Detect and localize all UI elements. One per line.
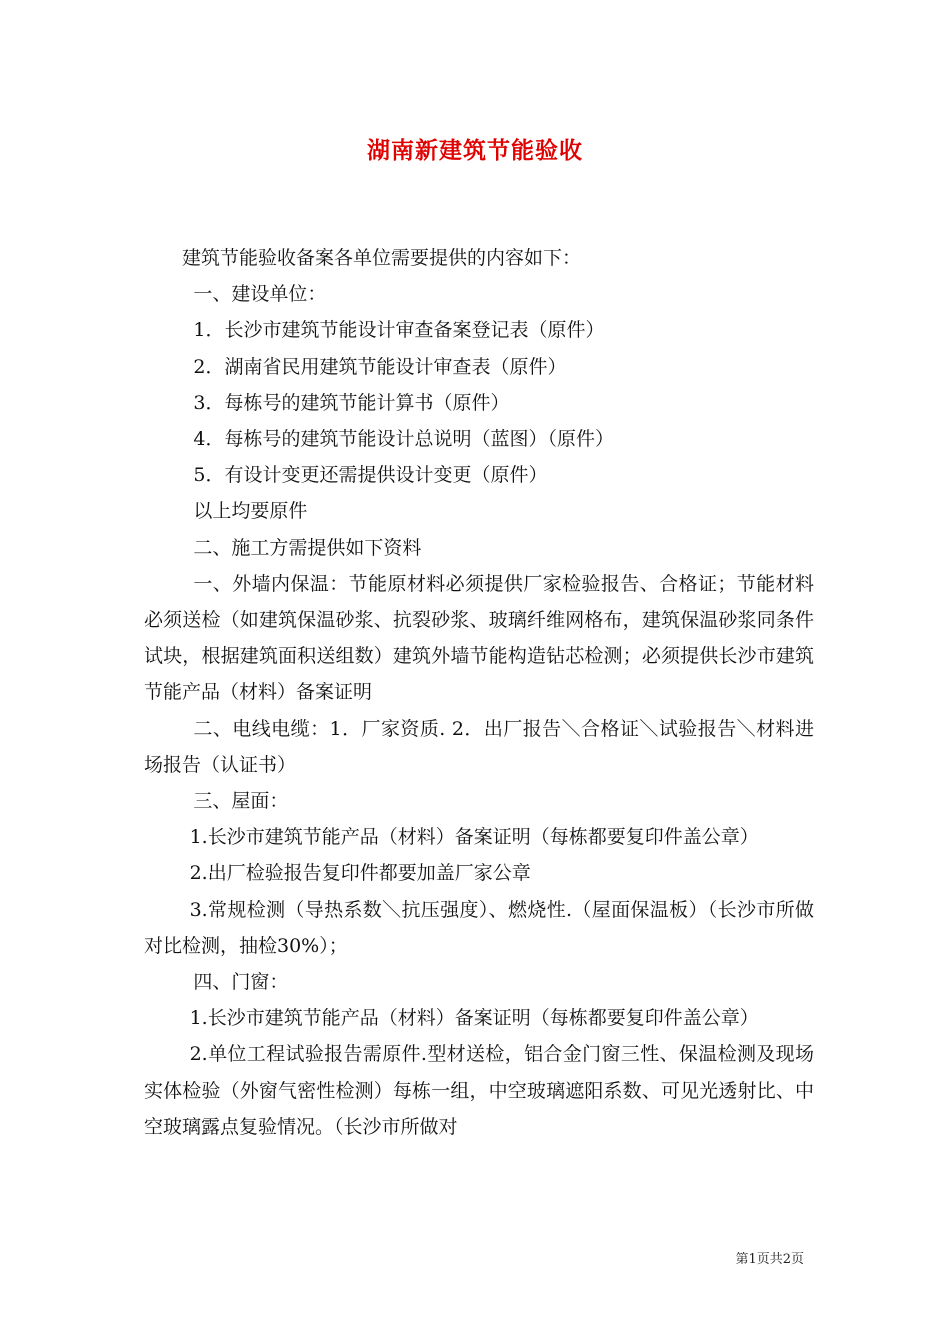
document-title: 湖南新建筑节能验收	[367, 137, 583, 164]
roof-item-2: 2.出厂检验报告复印件都要加盖厂家公章	[189, 862, 531, 885]
paragraph-section-2: 二、施工方需提供如下资料	[193, 536, 422, 559]
page-number: 第1页共2页	[735, 1252, 804, 1267]
windows-item-2: 2.单位工程试验报告需原件.型材送检，铝合金门窗三性、保温检测及现场实体检验（外窗气密性检测）每栋一组，中空玻璃遮阳系数、可见光透射比、中空玻璃露点复验情况。（长沙市所做对	[144, 1043, 814, 1138]
list-item-2: 2．湖南省民用建筑节能设计审查表（原件）	[193, 355, 567, 378]
paragraph-roof-heading: 三、屋面：	[193, 790, 289, 813]
document-body	[144, 240, 814, 1145]
roof-item-1: 1.长沙市建筑节能产品（材料）备案证明（每栋都要复印件盖公章）	[189, 826, 759, 849]
paragraph-windows-heading: 四、门窗：	[193, 971, 289, 994]
list-item-1: 1．长沙市建筑节能设计审查备案登记表（原件）	[193, 319, 605, 342]
windows-item-1: 1.长沙市建筑节能产品（材料）备案证明（每栋都要复印件盖公章）	[189, 1007, 759, 1030]
paragraph-cables: 二、电线电缆：1．厂家资质. 2．出厂报告＼合格证＼试验报告＼材料进场报告（认证书）	[144, 717, 814, 776]
list-item-5: 5．有设计变更还需提供设计变更（原件）	[193, 464, 548, 487]
paragraph-intro: 建筑节能验收备案各单位需要提供的内容如下：	[182, 247, 582, 269]
list-item-3: 3．每栋号的建筑节能计算书（原件）	[193, 391, 510, 414]
paragraph-section-1: 一、建设单位：	[193, 283, 327, 306]
paragraph-wall-insulation: 一、外墙内保温：节能原材料必须提供厂家检验报告、合格证；节能材料必须送检（如建筑保温砂浆、抗裂砂浆、玻璃纤维网格布，建筑保温砂浆同条件试块，根据建筑面积送组数）建筑外墙节能构造钻芯检测；必须提供长沙市建筑节能产品（材料）备案证明	[144, 572, 814, 704]
list-item-4: 4．每栋号的建筑节能设计总说明（蓝图）（原件）	[193, 428, 614, 451]
paragraph-note: 以上均要原件	[193, 500, 308, 523]
roof-item-3: 3.常规检测（导热系数＼抗压强度）、燃烧性.（屋面保温板）（长沙市所做对比检测，抽检30%）；	[144, 898, 814, 957]
